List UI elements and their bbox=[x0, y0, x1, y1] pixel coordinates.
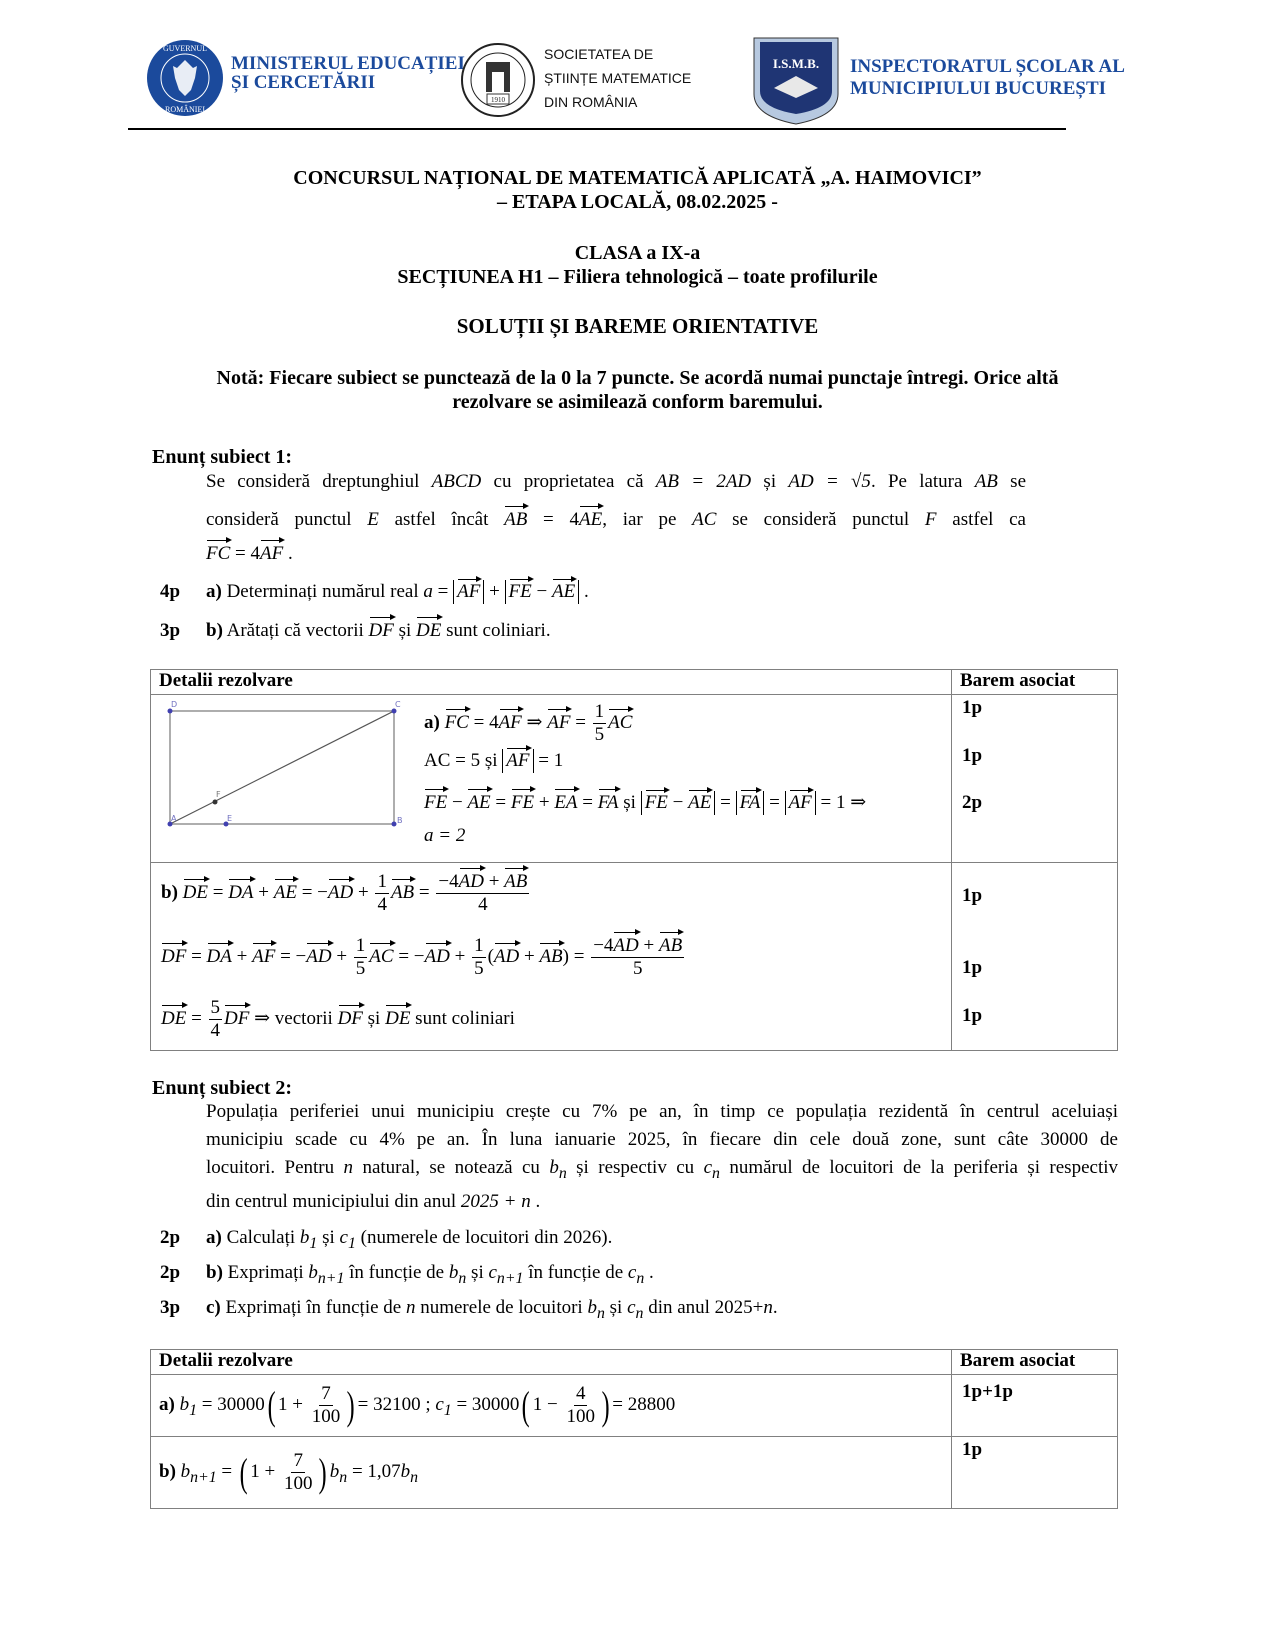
subject2-statement: Populația periferiei unui municipiu crește cu 7% pe an, în timp ce populația rezidentă în centrul aceluiași municipiu scade cu 4% pe an. În luna ianuarie 2025, în fiecare din cele două zone, sunt câte 30000 de locuitori. Pentru n natural, se notează cu $b_n$ și respectiv cu $c_n$ numărul de locuitori de la periferia și respectiv din centrul municipiului din anul 2025 + n . bbox=[206, 1101, 1118, 1212]
rectangle-diagram bbox=[161, 699, 411, 839]
svg-text:C: C bbox=[395, 700, 401, 709]
subject2-item-b: 2p b) Exprimați $b_{n+1}$ în funcție de $b_n$ și $c_{n+1}$ în funcție de $c_n$ . bbox=[160, 1262, 654, 1287]
ismb-name-line2: MUNICIPIULUI BUCUREȘTI bbox=[850, 78, 1107, 99]
logo-ministry bbox=[145, 38, 465, 120]
class-title: CLASA a IX-a bbox=[574, 242, 701, 264]
ssmr-name-line1: SOCIETATEA DE bbox=[544, 46, 654, 62]
section-title: SECȚIUNEA H1 – Filiera tehnologică – toate profilurile bbox=[397, 266, 878, 288]
subject1-item-b: 3p b) Arătați că vectorii DF și DE sunt coliniari. bbox=[160, 620, 551, 641]
table-row bbox=[151, 1375, 1118, 1437]
svg-text:F: F bbox=[216, 790, 221, 799]
subject2-solution-table bbox=[150, 1349, 1118, 1509]
logo-ismb bbox=[752, 36, 1125, 126]
barem-a-cell: 1p 1p 2p bbox=[952, 695, 1118, 863]
svg-text:A: A bbox=[171, 814, 177, 823]
solution-a-cell: a) $b_1 = 30000$( 1 + $\frac{7}{100}$ ) = 32100 ; $c_1 = 30000$( 1 − $\frac{4}{100}$ ) = 28800 bbox=[151, 1375, 952, 1437]
solutions-title: SOLUȚII ȘI BAREME ORIENTATIVE bbox=[456, 314, 819, 338]
solution-b-cell: b) DE = DA + AE = −AD + $\frac{1}{4}$ AB = $\frac{-4AD + AB}{4}$ DF = DA + AF = −AD + $\frac{1}{5}$ AC = −AD + $\frac{1}{5}$ (AD + AB) = $\frac{-4AD + AB}{5}$ DE = $\frac{5}{4}$ DF ⇒ vectorii DF și DE sunt coliniari bbox=[151, 863, 952, 1051]
svg-text:1910: 1910 bbox=[491, 96, 505, 104]
ismb-shield-icon bbox=[752, 36, 840, 126]
subject1-item-a: 4p a) Determinați numărul real a = AF + FE − AE . bbox=[160, 581, 589, 602]
svg-text:I.S.M.B.: I.S.M.B. bbox=[772, 56, 820, 71]
svg-text:D: D bbox=[171, 700, 178, 709]
col-header-barem: Barem asociat bbox=[952, 1350, 1118, 1375]
col-header-details: Detalii rezolvare bbox=[151, 1350, 952, 1375]
table-row bbox=[151, 863, 1118, 1051]
svg-text:E: E bbox=[227, 814, 233, 823]
barem-b-cell: 1p bbox=[952, 1437, 1118, 1509]
subject2-item-a: 2p a) Calculați $b_1$ și $c_1$ (numerele de locuitori din 2026). bbox=[160, 1227, 613, 1252]
ssmr-seal-icon bbox=[460, 42, 536, 118]
subject1-statement: Se consideră dreptunghiul ABCD cu proprietatea că AB = 2AD și AD = √5. Pe latura AB se consideră punctul E astfel încât AB = 4AE, iar pe AC se consideră punctul F astfel ca FC = 4AF . bbox=[206, 471, 1026, 564]
grading-note: Notă: Fiecare subiect se punctează de la 0 la 7 puncte. Se acordă numai punctaje întregi. Orice altă rezolvare se asimilează conform baremului. bbox=[216, 367, 1059, 413]
table-row bbox=[151, 695, 1118, 863]
contest-title: CONCURSUL NAȚIONAL DE MATEMATICĂ APLICATĂ „A. HAIMOVICI” – ETAPA LOCALĂ, 08.02.2025 - bbox=[293, 167, 982, 213]
header-divider bbox=[128, 128, 1066, 130]
class-section bbox=[0, 241, 1275, 289]
subject2-heading: Enunț subiect 2: bbox=[152, 1077, 293, 1099]
svg-text:B: B bbox=[397, 816, 403, 825]
subject1-heading: Enunț subiect 1: bbox=[152, 446, 293, 468]
logo-ssmr bbox=[460, 40, 710, 120]
solution-b-cell: b) $b_{n+1}$ = ( 1 + $\frac{7}{100}$ ) $b_n = 1,07b_n$ bbox=[151, 1437, 952, 1509]
guvernul-romaniei-seal-icon bbox=[145, 38, 225, 118]
svg-text:GUVERNUL: GUVERNUL bbox=[163, 44, 207, 53]
col-header-details: Detalii rezolvare bbox=[151, 670, 952, 695]
barem-a-cell: 1p+1p bbox=[952, 1375, 1118, 1437]
ismb-name-line1: INSPECTORATUL ȘCOLAR AL bbox=[850, 56, 1125, 77]
ministry-name-line2: ȘI CERCETĂRII bbox=[231, 72, 376, 93]
barem-b-cell: 1p 1p 1p bbox=[952, 863, 1118, 1051]
subject2-item-c: 3p c) Exprimați în funcție de n numerele de locuitori $b_n$ și $c_n$ din anul 2025+n. bbox=[160, 1297, 778, 1322]
col-header-barem: Barem asociat bbox=[952, 670, 1118, 695]
solution-a-cell: D C A B E F a) FC = 4AF ⇒ AF = $\frac{1}{5}$ AC AC = 5 și AF = 1 FE − AE = FE + EA = FA și FE − AE = FA = AF = 1 ⇒ a = 2 bbox=[151, 695, 952, 863]
subject1-solution-table bbox=[150, 669, 1118, 1051]
ministry-name-line1: MINISTERUL EDUCAȚIEI bbox=[231, 53, 465, 74]
svg-text:ROMÂNIEI: ROMÂNIEI bbox=[165, 105, 205, 114]
ssmr-name-line2: ȘTIINȚE MATEMATICE bbox=[544, 70, 692, 86]
ssmr-name-line3: DIN ROMÂNIA bbox=[544, 94, 638, 110]
table-row bbox=[151, 1437, 1118, 1509]
